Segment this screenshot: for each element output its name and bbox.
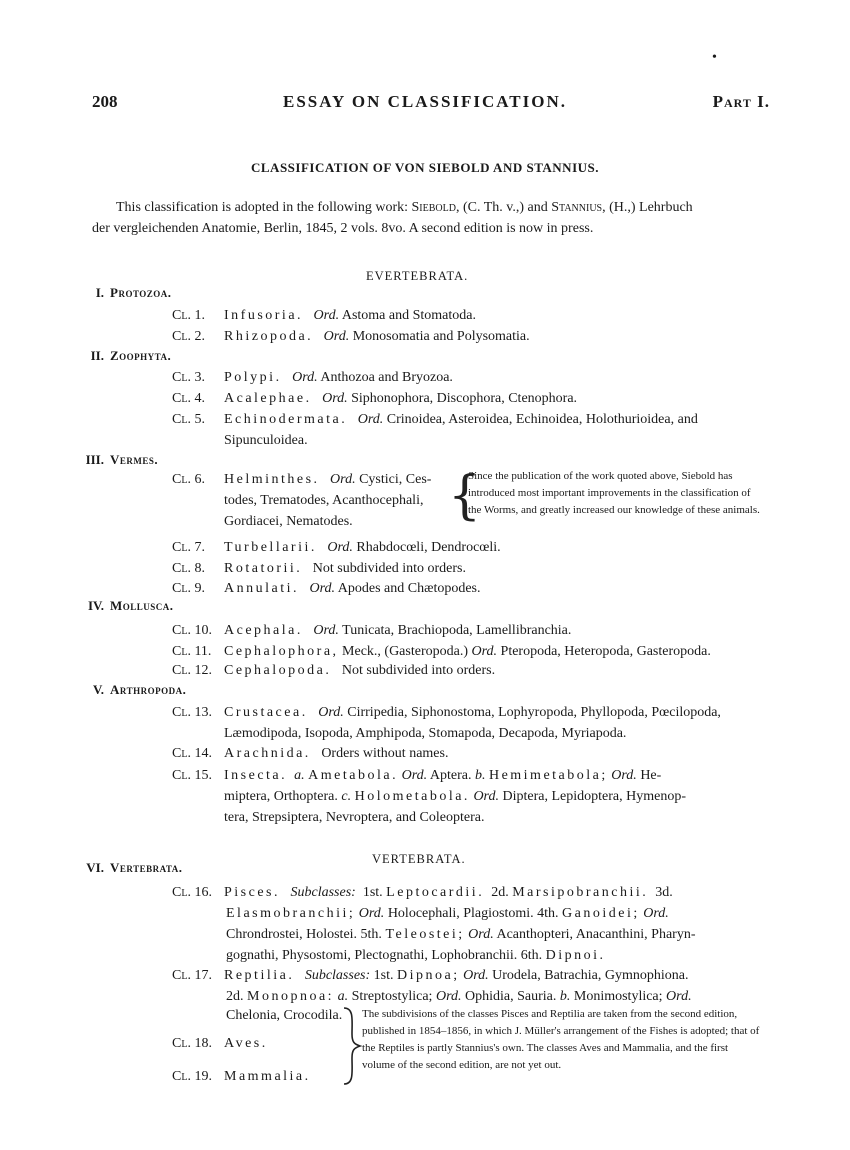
section-heading-evertebrata: EVERTEBRATA. bbox=[366, 269, 469, 283]
class-6-cont-2: Gordiacei, Nematodes. bbox=[224, 514, 353, 529]
class-11: Cl. 11. Cephalophora, Meck., (Gasteropoda.) Ord. Pteropoda, Heteropoda, Gasteropoda. bbox=[172, 644, 711, 659]
class-2: Cl. 2. Rhizopoda. Ord. Monosomatia and Polysomatia. bbox=[172, 329, 530, 344]
footnote-vermes: Since the publication of the work quoted above, Siebold has introduced most important improvements in the classification of the Worms, and greatly increased our knowledge of these animals. bbox=[468, 470, 760, 516]
class-10: Cl. 10. Acephala. Ord. Tunicata, Brachiopoda, Lamellibranchia. bbox=[172, 623, 572, 638]
class-19: Cl. 19. Mammalia. bbox=[172, 1069, 311, 1084]
class-6-cont-1: todes, Trematodes, Acanthocephali, bbox=[224, 493, 424, 508]
class-13-cont: Læmodipoda, Isopoda, Amphipoda, Stomapoda, Decapoda, Myriapoda. bbox=[224, 726, 627, 741]
class-8: Cl. 8. Rotatorii. Not subdivided into orders. bbox=[172, 561, 466, 576]
class-15-cont-1: miptera, Orthoptera. c. Holometabola. Ord. Diptera, Lepidoptera, Hymenop- bbox=[224, 789, 686, 804]
group-zoophyta: II. Zoophyta. bbox=[90, 348, 172, 363]
class-18: Cl. 18. Aves. bbox=[172, 1036, 268, 1051]
part-label: Part I. bbox=[712, 92, 770, 111]
footnote-vertebrata: The subdivisions of the classes Pisces and Reptilia are taken from the second edition, published in 1854–1856, in which J. Müller's arrangement of the Fishes is adopted; that of the Reptiles is partly Stannius's own. The classes Aves and Mammalia, and the first volume of the second edition, are not yet out. bbox=[362, 1008, 760, 1071]
classification-title: CLASSIFICATION OF VON SIEBOLD AND STANNIUS. bbox=[251, 160, 599, 175]
class-17-cont-2: Chelonia, Crocodila. bbox=[226, 1008, 343, 1023]
class-1: Cl. 1. Infusoria. Ord. Astoma and Stomatoda. bbox=[172, 308, 476, 323]
class-16-cont-1: Elasmobranchii; Ord. Holocephali, Plagiostomi. 4th. Ganoidei; Ord. bbox=[226, 906, 669, 921]
class-16: Cl. 16. Pisces. Subclasses: 1st. Leptocardii. 2d. Marsipobranchii. 3d. bbox=[172, 885, 673, 900]
class-3: Cl. 3. Polypi. Ord. Anthozoa and Bryozoa. bbox=[172, 370, 453, 385]
group-protozoa: I. Protozoa. bbox=[95, 285, 172, 300]
section-heading-vertebrata: VERTEBRATA. bbox=[372, 852, 466, 866]
class-16-cont-3: gognathi, Physostomi, Plectognathi, Lophobranchii. 6th. Dipnoi. bbox=[226, 948, 606, 963]
class-15-cont-2: tera, Strepsiptera, Nevroptera, and Coleoptera. bbox=[224, 810, 485, 825]
group-mollusca: IV. Mollusca. bbox=[87, 598, 174, 613]
page-number: 208 bbox=[92, 92, 118, 111]
class-17-cont-1: 2d. Monopnoa: a. Streptostylica; Ord. Ophidia, Sauria. b. Monimostylica; Ord. bbox=[226, 989, 692, 1004]
speck: • bbox=[712, 50, 717, 65]
class-14: Cl. 14. Arachnida. Orders without names. bbox=[172, 746, 449, 761]
class-13: Cl. 13. Crustacea. Ord. Cirripedia, Siphonostoma, Lophyropoda, Phyllopoda, Pœcilopoda, bbox=[172, 705, 721, 720]
brace-icon: { bbox=[448, 466, 482, 526]
class-16-cont-2: Chrondrostei, Holostei. 5th. Teleostei; Ord. Acanthopteri, Anacanthini, Pharyn- bbox=[226, 927, 696, 942]
group-arthropoda: V. Arthropoda. bbox=[93, 682, 187, 697]
running-title: ESSAY ON CLASSIFICATION. bbox=[282, 92, 568, 111]
class-6: Cl. 6. Helminthes. Ord. Cystici, Ces- bbox=[172, 472, 432, 487]
class-7: Cl. 7. Turbellarii. Ord. Rhabdocœli, Dendrocœli. bbox=[172, 540, 501, 555]
class-9: Cl. 9. Annulati. Ord. Apodes and Chætopodes. bbox=[172, 581, 481, 596]
group-vermes: III. Vermes. bbox=[85, 452, 159, 467]
group-vertebrata: VI. Vertebrata. bbox=[86, 860, 183, 875]
brace-icon-vertebrata bbox=[340, 1006, 364, 1086]
intro-line-2: der vergleichenden Anatomie, Berlin, 1845, 2 vols. 8vo. A second edition is now in press. bbox=[92, 221, 594, 236]
class-15: Cl. 15. Insecta. a. Ametabola. Ord. Aptera. b. Hemimetabola; Ord. He- bbox=[172, 768, 662, 783]
class-5-cont: Sipunculoidea. bbox=[224, 433, 308, 448]
class-17: Cl. 17. Reptilia. Subclasses: 1st. Dipnoa; Ord. Urodela, Batrachia, Gymnophiona. bbox=[172, 968, 689, 983]
class-5: Cl. 5. Echinodermata. Ord. Crinoidea, Asteroidea, Echinoidea, Holothurioidea, and bbox=[172, 412, 698, 427]
class-4: Cl. 4. Acalephae. Ord. Siphonophora, Discophora, Ctenophora. bbox=[172, 391, 578, 406]
class-12: Cl. 12. Cephalopoda. Not subdivided into orders. bbox=[172, 663, 496, 678]
intro-line-1: This classification is adopted in the following work: Siebold, (C. Th. v.,) and Stannius, (H.,) Lehrbuch bbox=[116, 200, 693, 215]
